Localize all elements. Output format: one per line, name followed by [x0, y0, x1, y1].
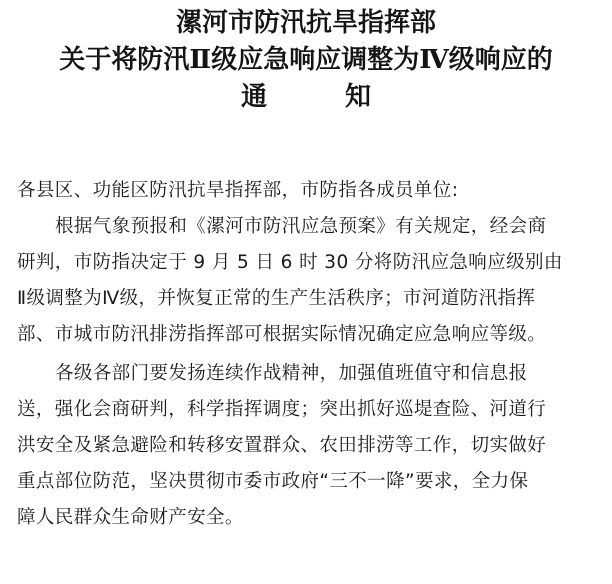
paragraph-2 — [17, 356, 612, 536]
title-char-zhi: 知 — [345, 82, 372, 112]
document-body — [17, 173, 612, 536]
paragraph-1 — [17, 209, 612, 353]
paragraph-1-line: 根据气象预报和《漯河市防汛应急预案》有关规定，经会商 — [55, 216, 547, 237]
title-line-3 — [0, 79, 612, 116]
paragraph-2-line: 洪安全及紧急避险和转移安置群众、农田排涝等工作，切实做好 — [17, 435, 547, 456]
paragraph-1-line: 研判，市防指决定于 9 月 5 日 6 时 30 分将防汛应急响应级别由 — [17, 252, 563, 273]
paragraph-2-line: 送，强化会商研判，科学指挥调度；突出抓好巡堤查险、河道行 — [17, 399, 547, 420]
document-title — [0, 5, 612, 116]
title-line-2: 关于将防汛Ⅱ级应急响应调整为Ⅳ级响应的 — [59, 45, 553, 75]
title-char-tong: 通 — [240, 82, 267, 112]
paragraph-1-line: Ⅱ级调整为Ⅳ级，并恢复正常的生产生活秩序；市河道防汛指挥 — [17, 288, 536, 309]
paragraph-2-line: 各级各部门要发扬连续作战精神，加强值班值守和信息报 — [55, 363, 528, 384]
title-line-1: 漯河市防汛抗旱指挥部 — [175, 8, 436, 38]
paragraph-1-line: 部、市城市防汛排涝指挥部可根据实际情况确定应急响应等级。 — [17, 324, 547, 345]
paragraph-2-line: 障人民群众生命财产安全。 — [17, 507, 244, 528]
salutation: 各县区、功能区防汛抗旱指挥部，市防指各成员单位: — [17, 180, 459, 201]
paragraph-2-line: 重点部位防范，坚决贯彻市委市政府“三不一降”要求，全力保 — [17, 471, 529, 492]
